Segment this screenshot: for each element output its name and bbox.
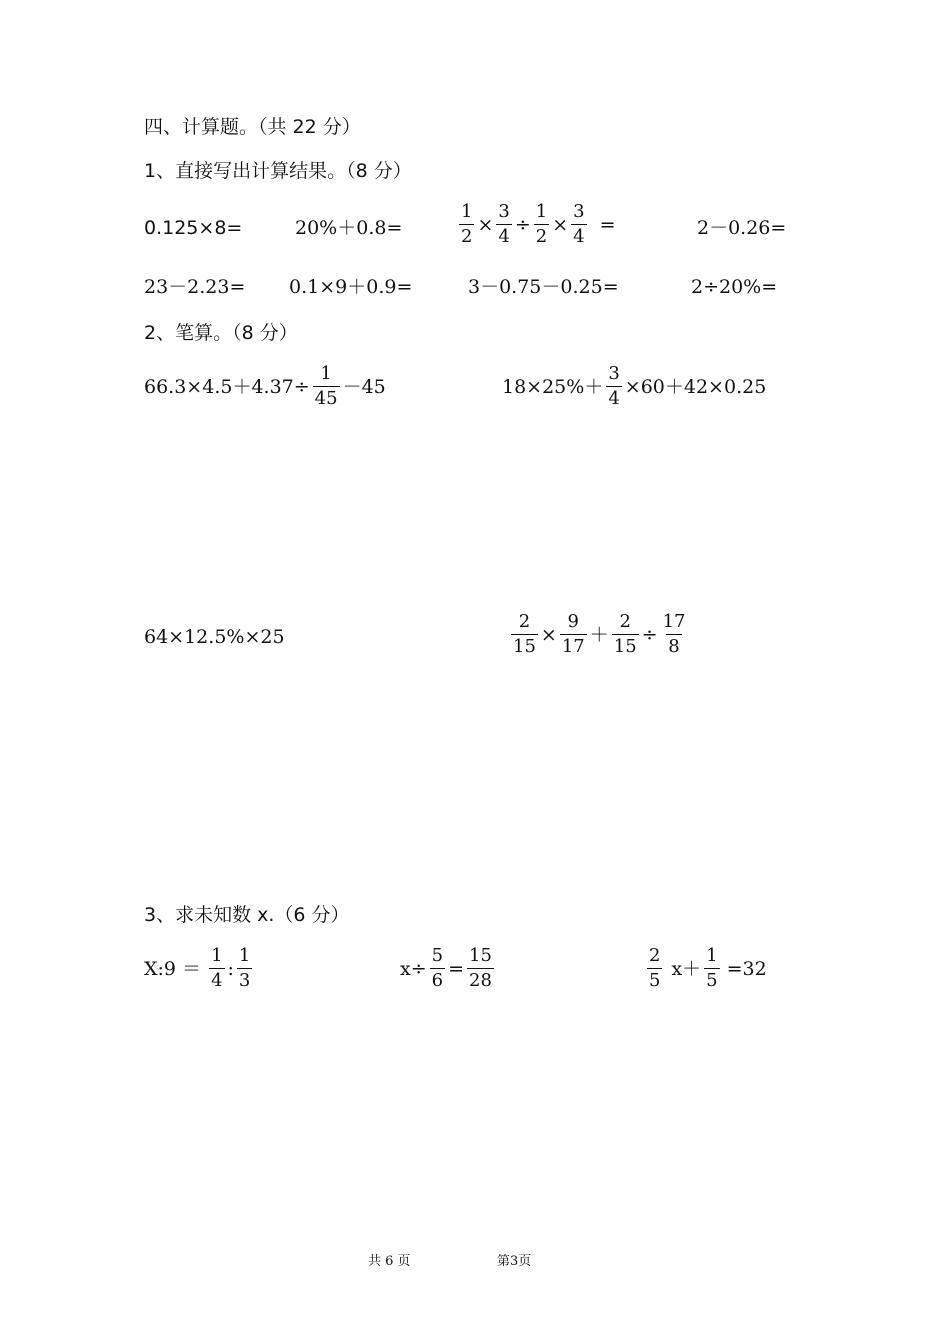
numerator: 2 xyxy=(619,611,631,632)
expr-text: 0.125×8= xyxy=(144,217,243,239)
operator: ÷ xyxy=(641,623,658,646)
equals-sign: = xyxy=(599,213,616,236)
part1-title: 1、直接写出计算结果。（8 分） xyxy=(144,160,412,182)
numerator: 3 xyxy=(498,201,510,222)
denominator: 6 xyxy=(431,970,444,991)
fraction xyxy=(496,202,511,247)
denominator: 4 xyxy=(573,226,585,247)
operator: ＋ xyxy=(589,623,609,646)
expr-text: 66.3×4.5＋4.37÷ xyxy=(144,375,310,398)
numerator: 5 xyxy=(431,945,444,966)
numerator: 2 xyxy=(649,945,661,966)
numerator: 1 xyxy=(535,201,548,222)
part1-row2-expr3 xyxy=(468,275,619,299)
expr-text: 20%＋0.8= xyxy=(295,217,403,239)
fraction xyxy=(430,946,445,991)
numerator: 15 xyxy=(469,945,492,966)
numerator: 1 xyxy=(211,945,223,966)
expr-text: －45 xyxy=(342,375,386,398)
fraction xyxy=(704,946,719,991)
denominator: 3 xyxy=(238,970,251,991)
operator: × xyxy=(477,213,494,236)
fraction xyxy=(313,364,340,409)
denominator: 5 xyxy=(706,970,718,991)
part3-equation1 xyxy=(144,946,255,991)
part2-title: 2、笔算。（8 分） xyxy=(144,322,298,344)
operator: ÷ xyxy=(514,213,531,236)
denominator: 4 xyxy=(608,388,620,409)
operator: × xyxy=(552,213,569,236)
fraction xyxy=(237,946,252,991)
part1-row1-expr1 xyxy=(144,216,242,240)
fraction xyxy=(560,612,587,657)
fraction xyxy=(612,612,639,657)
ratio-sign: : xyxy=(227,957,234,980)
expr-text: 23－2.23= xyxy=(144,276,246,298)
numerator: 1 xyxy=(706,945,718,966)
expr-text: =32 xyxy=(726,957,767,980)
part2-problem2 xyxy=(502,364,766,409)
part1-row2-expr4 xyxy=(691,275,777,299)
expr-text: X:9 ＝ xyxy=(144,957,202,980)
denominator: 4 xyxy=(211,970,223,991)
numerator: 3 xyxy=(573,201,585,222)
operator: × xyxy=(540,623,557,646)
fraction xyxy=(606,364,621,409)
equals-sign: = xyxy=(448,957,465,980)
part3-title: 3、求未知数 x.（6 分） xyxy=(144,904,350,926)
numerator: 17 xyxy=(662,611,686,632)
fraction xyxy=(571,202,586,247)
denominator: 2 xyxy=(535,226,548,247)
numerator: 1 xyxy=(461,201,473,222)
denominator: 4 xyxy=(498,226,510,247)
fraction xyxy=(534,202,549,247)
denominator: 2 xyxy=(461,226,473,247)
fraction xyxy=(467,946,494,991)
part1-row2-expr2 xyxy=(289,275,412,299)
expr-text: 2÷20%= xyxy=(691,276,778,298)
numerator: 9 xyxy=(567,611,579,632)
denominator: 15 xyxy=(613,636,637,657)
part2-problem4 xyxy=(508,612,690,657)
expr-text: x＋ xyxy=(671,957,702,980)
numerator: 1 xyxy=(238,945,251,966)
expr-text: 18×25%＋ xyxy=(502,375,604,398)
part2-problem1 xyxy=(144,364,386,409)
expr-text: 64×12.5%×25 xyxy=(144,626,285,648)
denominator: 28 xyxy=(469,970,492,991)
denominator: 8 xyxy=(668,636,680,657)
part1-row1-expr2 xyxy=(295,216,402,240)
denominator: 5 xyxy=(649,970,661,991)
fraction xyxy=(511,612,538,657)
expr-text: 2－0.26= xyxy=(697,217,787,239)
expr-text: 0.1×9＋0.9= xyxy=(289,276,413,298)
part1-row1-expr4 xyxy=(697,216,786,240)
denominator: 45 xyxy=(314,388,338,409)
denominator: 17 xyxy=(561,636,585,657)
fraction xyxy=(459,202,474,247)
expr-text: ×60＋42×0.25 xyxy=(624,375,767,398)
fraction xyxy=(647,946,662,991)
part1-row2-expr1 xyxy=(144,275,245,299)
part1-row1-expr3 xyxy=(456,202,616,247)
numerator: 2 xyxy=(518,611,531,632)
page-number: 第3页 xyxy=(497,1254,532,1269)
section-title: 四、计算题。（共 22 分） xyxy=(144,116,361,138)
denominator: 15 xyxy=(513,636,536,657)
expr-text: x÷ xyxy=(400,957,427,980)
numerator: 3 xyxy=(608,363,620,384)
fraction xyxy=(209,946,224,991)
fraction xyxy=(661,612,688,657)
expr-text: 3－0.75－0.25= xyxy=(468,276,619,298)
part2-problem3 xyxy=(144,625,285,649)
part3-equation3 xyxy=(644,946,767,991)
part3-equation2 xyxy=(400,946,497,991)
numerator: 1 xyxy=(320,363,332,384)
page-count: 共 6 页 xyxy=(368,1254,411,1269)
